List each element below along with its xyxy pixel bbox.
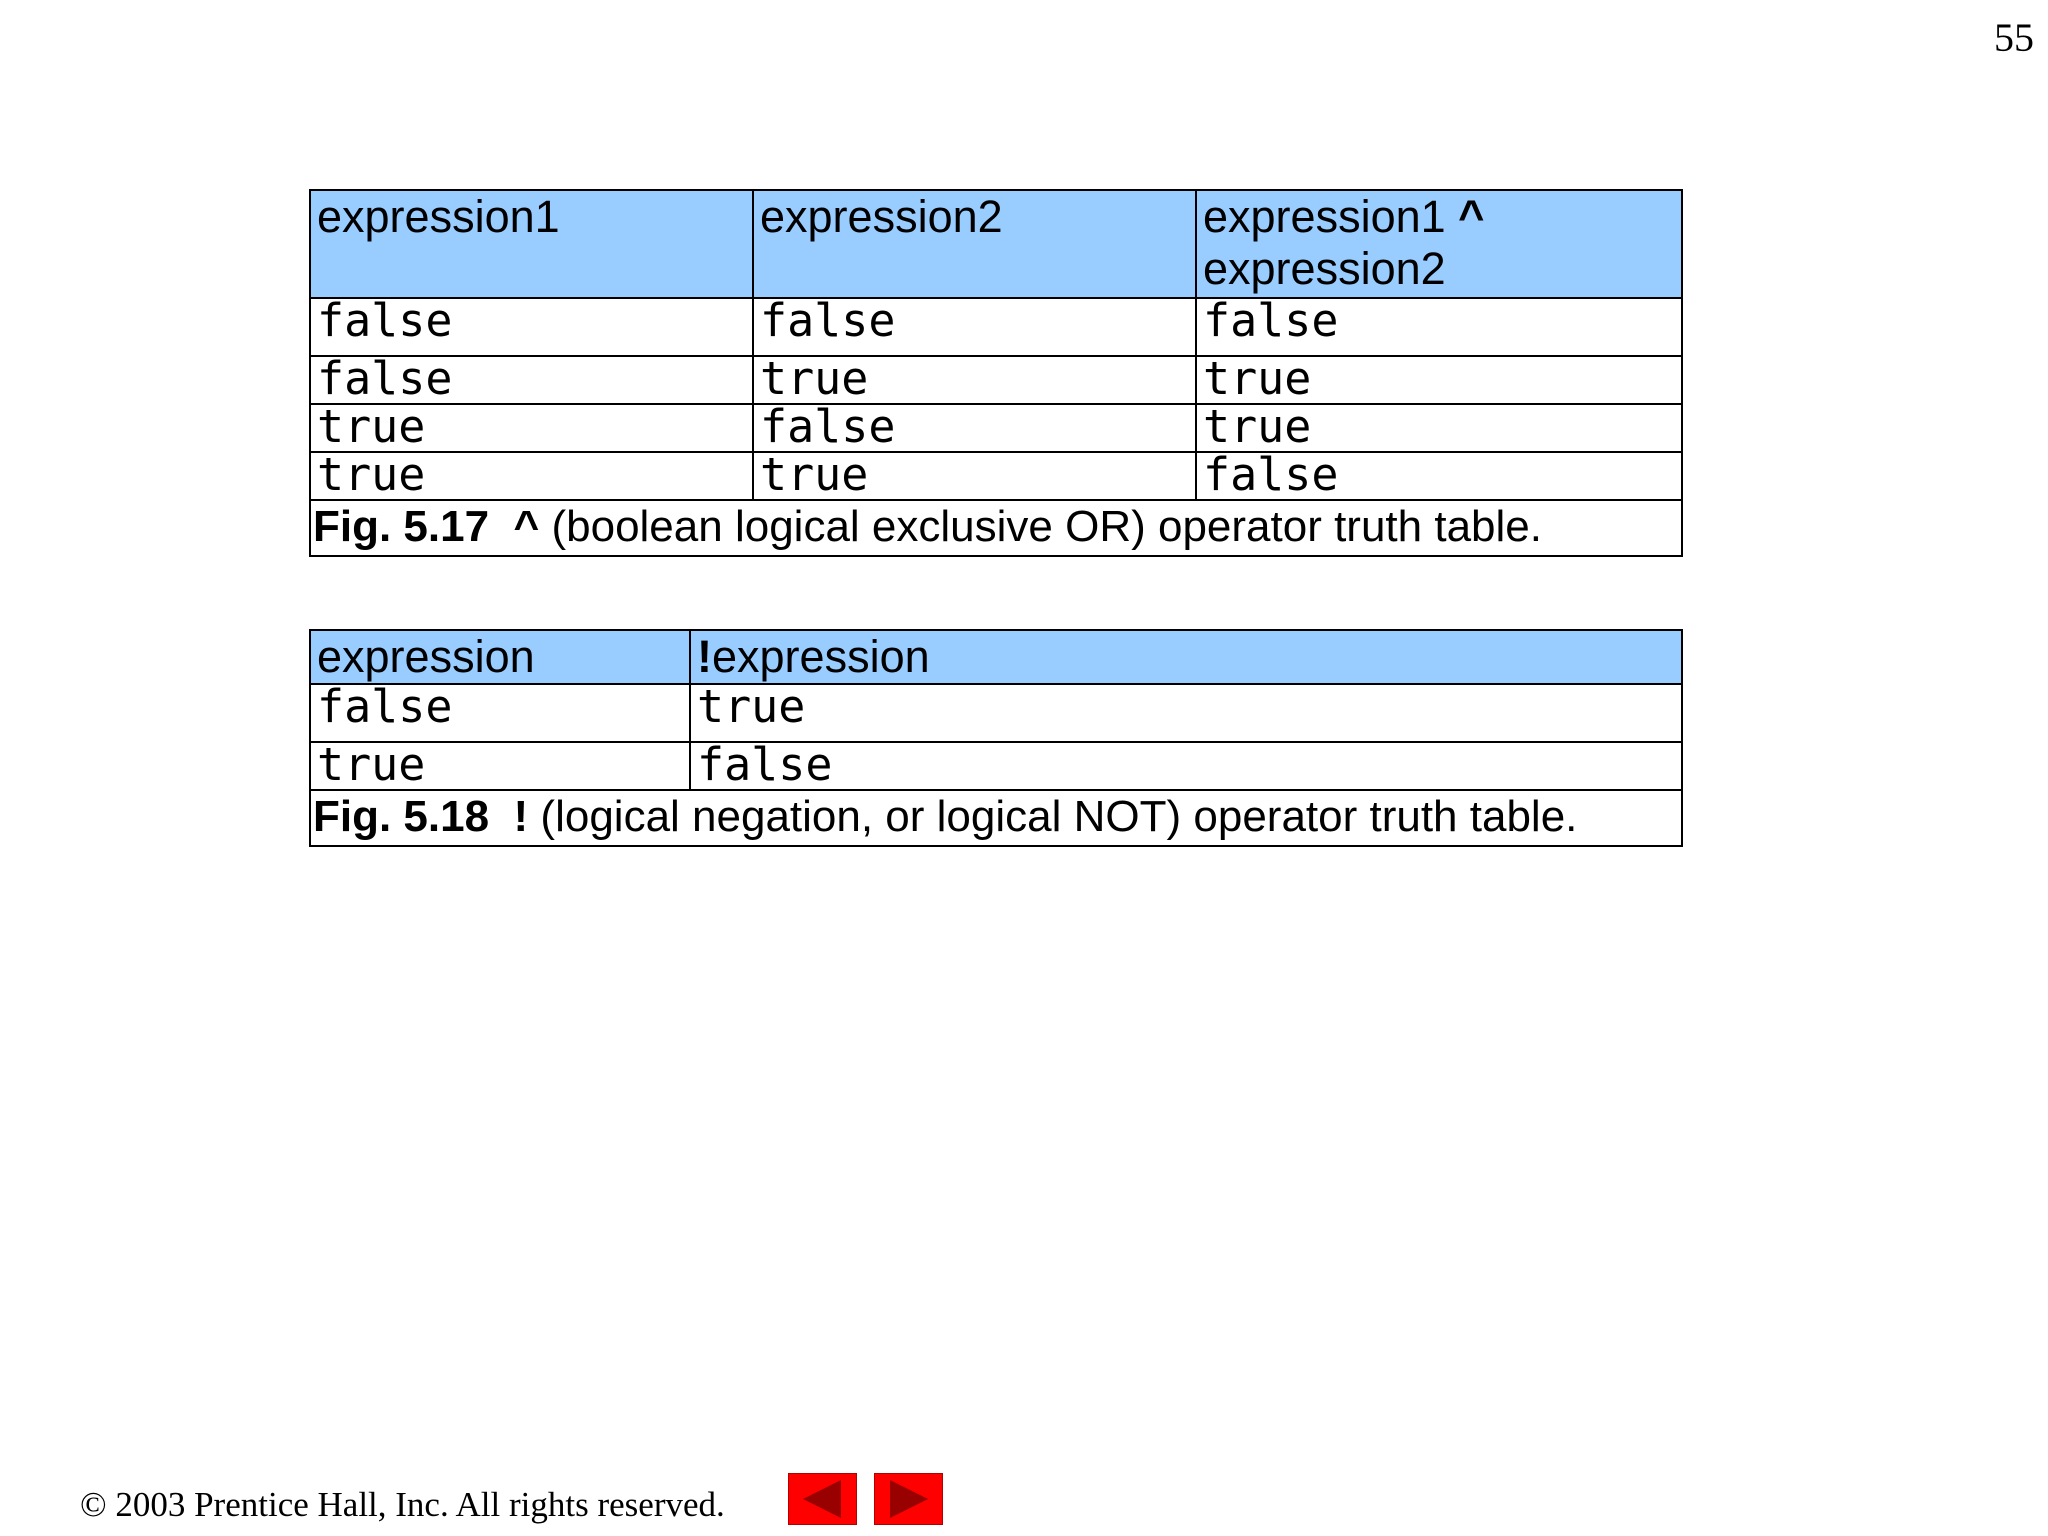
caption-row (310, 790, 1682, 846)
table-cell: true (310, 742, 690, 790)
header-xor-part1: expression1 (1203, 191, 1446, 242)
previous-slide-button[interactable] (788, 1473, 857, 1525)
table-cell: true (1196, 404, 1682, 452)
table-cell: false (690, 742, 1682, 790)
header-not-expression (690, 630, 1682, 684)
next-slide-button[interactable] (874, 1473, 943, 1525)
not-truth-table (309, 629, 1683, 847)
header-not-text: expression (712, 631, 930, 682)
triangle-left-icon (789, 1474, 856, 1524)
copyright-footer: © 2003 Prentice Hall, Inc. All rights reserved. (80, 1485, 725, 1524)
table-row (310, 356, 1682, 404)
table-cell: true (310, 452, 753, 500)
table-row (310, 742, 1682, 790)
triangle-right-icon (875, 1474, 942, 1524)
header-xor-result (1196, 190, 1682, 298)
header-xor-part2: expression2 (1203, 243, 1446, 294)
table-cell: false (310, 684, 690, 742)
caption-row (310, 500, 1682, 556)
table-cell: false (753, 298, 1196, 356)
page-number: 55 (1994, 15, 2034, 60)
table-cell: true (753, 356, 1196, 404)
xor-operator: ^ (1458, 191, 1485, 242)
figure-caption (310, 790, 1682, 846)
table-cell: false (753, 404, 1196, 452)
table-cell: false (310, 298, 753, 356)
figure-label: Fig. 5.18 (313, 792, 490, 841)
caption-operator: ! (513, 792, 529, 841)
table-row (310, 684, 1682, 742)
header-expression1: expression1 (310, 190, 753, 298)
table-header-row (310, 630, 1682, 684)
table-cell: false (310, 356, 753, 404)
header-expression: expression (310, 630, 690, 684)
xor-truth-table (309, 189, 1683, 557)
table-row (310, 298, 1682, 356)
caption-operator: ^ (513, 502, 540, 551)
table-cell: true (1196, 356, 1682, 404)
table-cell: false (1196, 298, 1682, 356)
table-cell: true (753, 452, 1196, 500)
caption-text: (logical negation, or logical NOT) operator truth table. (540, 792, 1578, 841)
figure-caption (310, 500, 1682, 556)
header-expression2: expression2 (753, 190, 1196, 298)
table-cell: true (690, 684, 1682, 742)
caption-text: (boolean logical exclusive OR) operator truth table. (551, 502, 1542, 551)
not-operator: ! (697, 631, 712, 682)
table-row (310, 404, 1682, 452)
table-cell: false (1196, 452, 1682, 500)
table-row (310, 452, 1682, 500)
table-cell: true (310, 404, 753, 452)
figure-label: Fig. 5.17 (313, 502, 490, 551)
table-header-row (310, 190, 1682, 298)
